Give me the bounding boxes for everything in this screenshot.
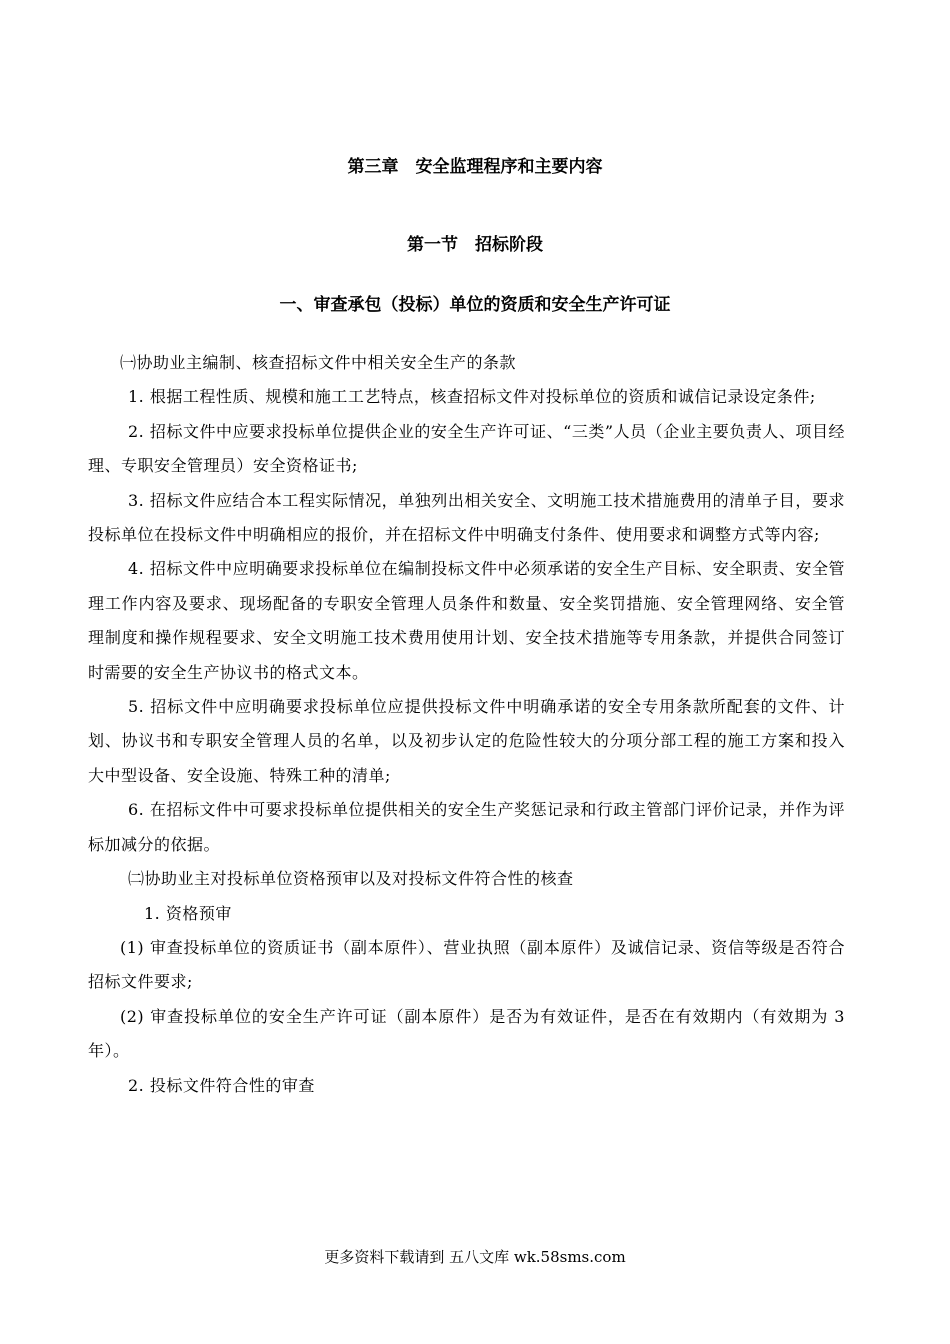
paragraph-conformity-heading: 2. 投标文件符合性的审查 xyxy=(128,1075,315,1095)
paragraph-clause-1-heading: ㈠协助业主编制、核查招标文件中相关安全生产的条款 xyxy=(120,353,517,372)
paragraph-item-4: 4. 招标文件中应明确要求投标单位在编制投标文件中必须承诺的安全生产目标、安全职责、安全管理工作内容及要求、现场配备的专职安全管理人员条件和数量、安全奖罚措施、安全管理网络、安全管理制度和操作规程要求、安全文明施工技术费用使用计划、安全技术措施等专用条款，并提供合同签订时需要的安全生产协议书的格式文本。 xyxy=(88,559,845,682)
section-title: 第一节 招标阶段 xyxy=(407,235,543,255)
paragraph-subitem-2: (2) 审查投标单位的安全生产许可证（副本原件）是否为有效证件，是否在有效期内（有效期为 3 年）。 xyxy=(88,1006,845,1061)
paragraph-qualification-heading: 1. 资格预审 xyxy=(144,903,232,923)
paragraph-item-1: 1. 根据工程性质、规模和施工工艺特点，核查招标文件对投标单位的资质和诚信记录设定条件; xyxy=(128,387,816,407)
paragraph-subitem-1: (1) 审查投标单位的资质证书（副本原件）、营业执照（副本原件）及诚信记录、资信等级是否符合招标文件要求; xyxy=(88,937,845,992)
paragraph-item-5: 5. 招标文件中应明确要求投标单位应提供投标文件中明确承诺的安全专用条款所配套的文件、计划、协议书和专职安全管理人员的名单，以及初步认定的危险性较大的分项分部工程的施工方案和投入大中型设备、安全设施、特殊工种的清单; xyxy=(88,697,845,785)
chapter-title: 第三章 安全监理程序和主要内容 xyxy=(347,157,603,177)
paragraph-item-2: 2. 招标文件中应要求投标单位提供企业的安全生产许可证、“三类”人员（企业主要负责人、项目经理、专职安全管理员）安全资格证书; xyxy=(88,421,845,476)
subsection-title: 一、审查承包（投标）单位的资质和安全生产许可证 xyxy=(279,295,671,315)
paragraph-clause-2-heading: ㈡协助业主对投标单位资格预审以及对投标文件符合性的核查 xyxy=(128,869,574,889)
paragraph-item-3: 3. 招标文件应结合本工程实际情况，单独列出相关安全、文明施工技术措施费用的清单子目，要求投标单位在投标文件中明确相应的报价，并在招标文件中明确支付条件、使用要求和调整方式等内容; xyxy=(88,490,845,545)
paragraph-item-6: 6. 在招标文件中可要求投标单位提供相关的安全生产奖惩记录和行政主管部门评价记录，并作为评标加减分的依据。 xyxy=(88,800,845,854)
page-footer: 更多资料下载请到 五八文库 wk.58sms.com xyxy=(324,1248,626,1266)
document-body xyxy=(88,346,845,1103)
